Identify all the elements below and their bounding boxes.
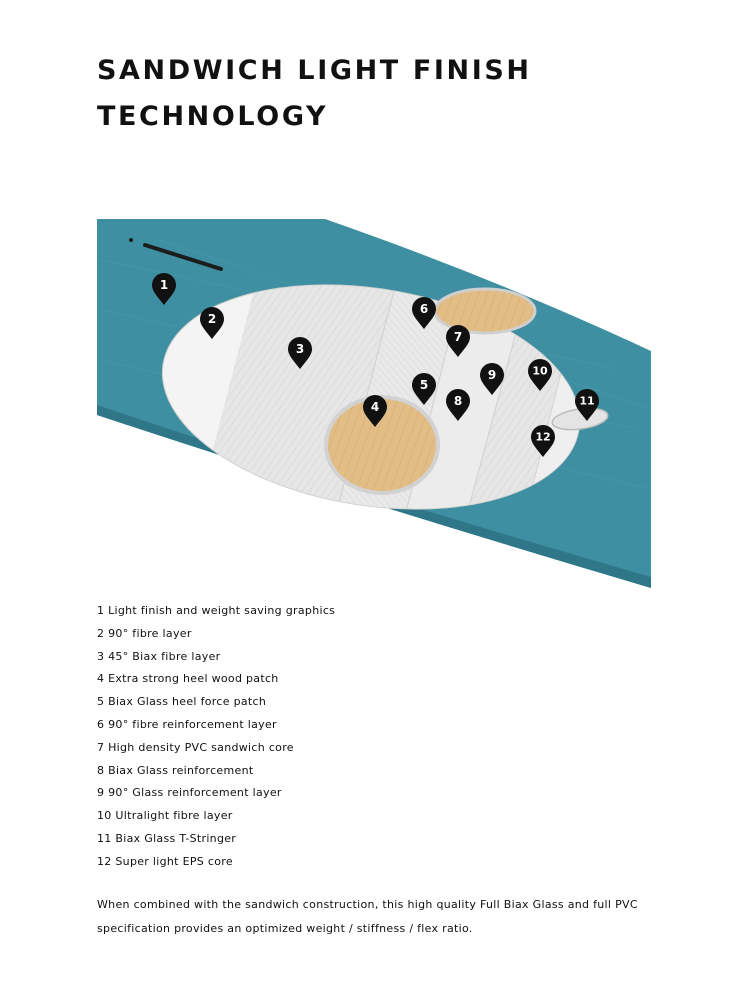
layer-legend-list: [97, 600, 657, 874]
legend-item: 3 45° Biax fibre layer: [97, 649, 221, 663]
legend-item: 6 90° fibre reinforcement layer: [97, 717, 277, 731]
page-title: [97, 48, 657, 140]
pin-8-label: 8: [453, 394, 463, 408]
legend-item: 10 Ultralight fibre layer: [97, 809, 233, 823]
legend-item: 11 Biax Glass T-Stringer: [97, 831, 237, 845]
board-graphic-dot: [129, 238, 133, 242]
legend-item: 8 Biax Glass reinforcement: [97, 763, 254, 777]
pin-12-label: 12: [535, 430, 551, 444]
board-construction-diagram: [97, 219, 651, 588]
legend-item: 2 90° fibre layer: [97, 626, 192, 640]
legend-item: 1 Light finish and weight saving graphics: [97, 604, 336, 617]
legend-item: 12 Super light EPS core: [97, 854, 233, 868]
pin-6-label: 6: [419, 302, 429, 316]
legend-item: 4 Extra strong heel wood patch: [97, 672, 279, 686]
pin-9-label: 9: [487, 368, 497, 382]
pin-10-label: 10: [532, 364, 548, 378]
diagram-svg: [97, 219, 651, 588]
pin-2-label: 2: [207, 312, 217, 326]
legend-item: 9 90° Glass reinforcement layer: [97, 786, 282, 800]
pin-5-label: 5: [419, 378, 429, 392]
pin-1-label: 1: [159, 278, 169, 292]
pin-7-label: 7: [453, 330, 463, 344]
pin-3-label: 3: [295, 342, 305, 356]
pin-11-label: 11: [579, 394, 595, 408]
legend-item: 5 Biax Glass heel force patch: [97, 695, 267, 709]
page-title-line-1: SANDWICH LIGHT FINISH: [97, 55, 532, 86]
wood-patch-top: [435, 289, 535, 333]
legend-item: 7 High density PVC sandwich core: [97, 740, 294, 754]
pin-4-label: 4: [370, 400, 380, 414]
page-title-line-2: TECHNOLOGY: [97, 101, 329, 132]
construction-description: When combined with the sandwich construction, this high quality Full Biax Glass and full PVC specification provides an optimized weight / stiffness / flex ratio.: [97, 898, 638, 935]
